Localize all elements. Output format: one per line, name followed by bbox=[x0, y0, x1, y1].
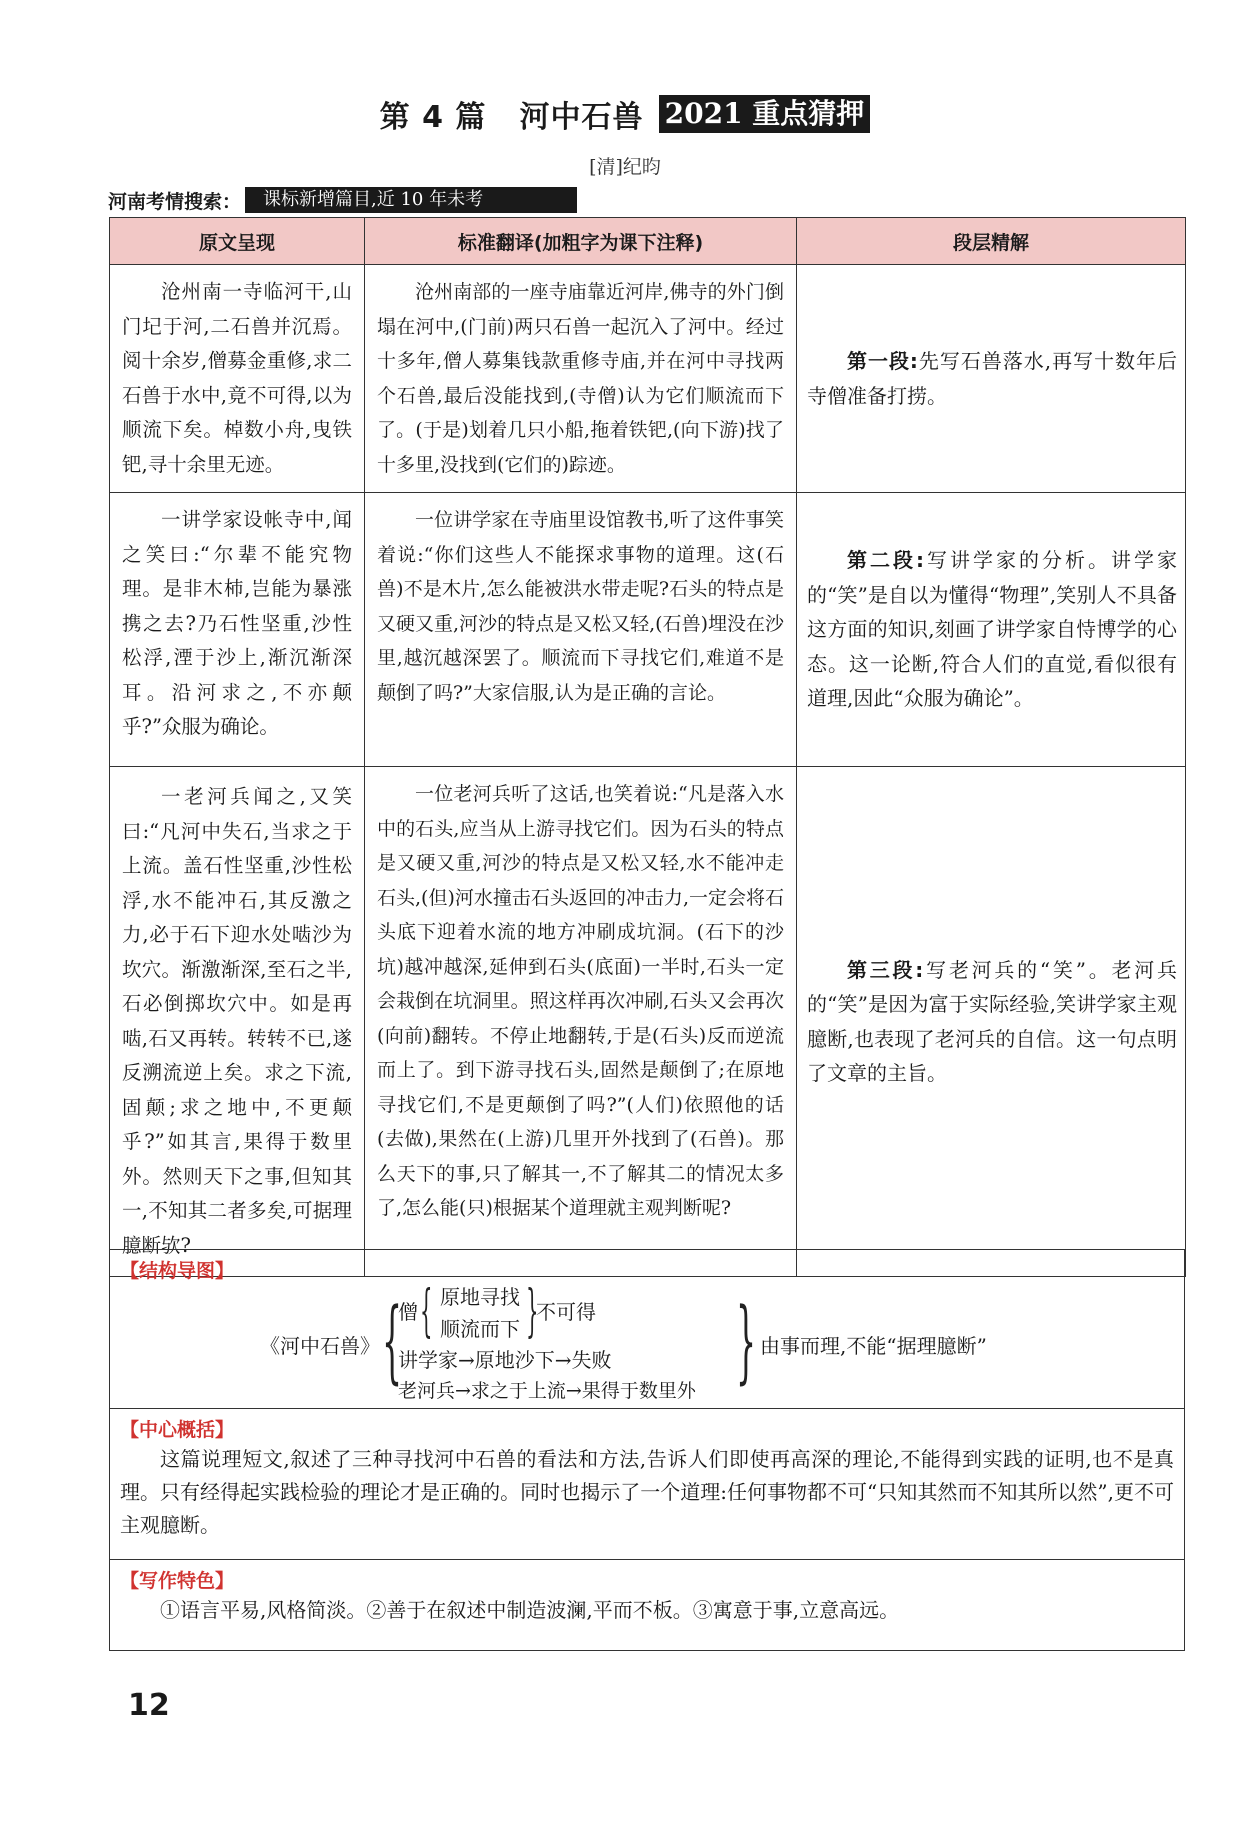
summary-sections bbox=[109, 1249, 1185, 1651]
translation-text-3: 一位老河兵听了这话,也笑着说:“凡是落入水中的石头,应当从上游寻找它们。因为石头的特点是又硬又重,河沙的特点是又松又轻,水不能冲走石头,(但)河水撞击石头返回的冲击力,一定会将石头底下迎着水流的地方冲刷成坑洞。(石下的沙坑)越冲越深,延伸到石头(底面)一半时,石头一定会栽倒在坑洞里。照这样再次冲刷,石头又会再次(向前)翻转。不停止地翻转,于是(石头)反而逆流而上了。到下游寻找石头,固然是颠倒了;在原地寻找它们,不是更颠倒了吗?”(人们)依照他的话(去做),果然在(上游)几里开外找到了(石兽)。那么天下的事,只了解其一,不了解其二的情况太多了,怎么能(只)根据某个道理就主观判断呢? bbox=[377, 783, 784, 1219]
structure-section bbox=[110, 1249, 1184, 1408]
structure-soldier: 老河兵→求之于上流→果得于数里外 bbox=[398, 1380, 696, 1402]
summary-text: 这篇说理短文,叙述了三种寻找河中石兽的看法和方法,告诉人们即使再高深的理论,不能得到实践的证明,也不是真理。只有经得起实践检验的理论才是正确的。同时也揭示了一个道理:任何事物都不可“只知其然而不知其所以然”,更不可主观臆断。 bbox=[120, 1447, 1174, 1537]
analysis-text-3: 第三段:写老河兵的“笑”。老河兵的“笑”是因为富于实际经验,笑讲学家主观臆断,也表现了老河兵的自信。这一句点明了文章的主旨。 bbox=[807, 957, 1177, 1085]
translation-table bbox=[109, 217, 1186, 1277]
structure-root: 《河中石兽》 bbox=[260, 1334, 380, 1358]
left-brace-icon: { bbox=[382, 1289, 403, 1394]
article-title: 河中石兽 bbox=[519, 100, 644, 135]
analysis-label-3: 第三段: bbox=[847, 957, 924, 982]
structure-monk-result: 不可得 bbox=[536, 1300, 596, 1324]
summary-section bbox=[110, 1408, 1184, 1559]
table-row bbox=[110, 265, 1186, 493]
analysis-text-1: 第一段:先写石兽落水,再写十数年后寺僧准备打捞。 bbox=[807, 349, 1178, 408]
exam-info-tag: 课标新增篇目,近 10 年未考 bbox=[245, 187, 577, 213]
analysis-label-1: 第一段: bbox=[847, 349, 918, 373]
table-row bbox=[110, 493, 1186, 767]
monk-close-brace-icon: } bbox=[526, 1279, 539, 1344]
chapter-number: 第 4 篇 bbox=[379, 100, 487, 135]
page-title bbox=[0, 92, 1250, 136]
structure-conclusion: 由事而理,不能“据理臆断” bbox=[760, 1334, 987, 1358]
original-text-2: 一讲学家设帐寺中,闻之笑曰:“尔辈不能究物理。是非木杮,岂能为暴涨携之去?乃石性坚重,沙性松浮,湮于沙上,渐沉渐深耳。沿河求之,不亦颠乎?”众服为确论。 bbox=[122, 508, 352, 738]
header-translation: 标准翻译(加粗字为课下注释) bbox=[365, 218, 797, 265]
original-text-3: 一老河兵闻之,又笑曰:“凡河中失石,当求之于上流。盖石性坚重,沙性松浮,水不能冲石,其反激之力,必于石下迎水处啮沙为坎穴。渐激渐深,至石之半,石必倒掷坎穴中。如是再啮,石又再转。转转不已,遂反溯流逆上矣。求之下流,固颠;求之地中,不更颠乎?”如其言,果得于数里外。然则天下之事,但知其一,不知其二者多矣,可据理臆断欤? bbox=[122, 785, 352, 1257]
right-brace-icon: } bbox=[736, 1289, 757, 1394]
page-number: 12 bbox=[128, 1688, 170, 1723]
features-heading: 【写作特色】 bbox=[120, 1570, 235, 1592]
analysis-text-2: 第二段:写讲学家的分析。讲学家的“笑”是自以为懂得“物理”,笑别人不具备这方面的知识,刻画了讲学家自恃博学的心态。这一论断,符合人们的直觉,看似很有道理,因此“众服为确论”。 bbox=[807, 548, 1177, 711]
header-original: 原文呈现 bbox=[110, 218, 365, 265]
translation-text-2: 一位讲学家在寺庙里设馆教书,听了这件事笑着说:“你们这些人不能探求事物的道理。这(石兽)不是木片,怎么能被洪水带走呢?石头的特点是又硬又重,河沙的特点是又松又轻,(石兽)埋没在沙里,越沉越深罢了。顺流而下寻找它们,难道不是颠倒了吗?”大家信服,认为是正确的言论。 bbox=[377, 509, 784, 704]
features-section bbox=[110, 1559, 1184, 1650]
translation-text-1: 沧州南部的一座寺庙靠近河岸,佛寺的外门倒塌在河中,(门前)两只石兽一起沉入了河中。经过十多年,僧人募集钱款重修寺庙,并在河中寻找两个石兽,最后没能找到,(寺僧)认为它们顺流而下了。(于是)划着几只小船,拖着铁钯,(向下游)找了十多里,没找到(它们的)踪迹。 bbox=[377, 281, 784, 476]
structure-monk-a: 原地寻找 bbox=[440, 1285, 520, 1309]
structure-monk: 僧 bbox=[398, 1300, 418, 1324]
features-text: ①语言平易,风格简淡。②善于在叙述中制造波澜,平而不板。③寓意于事,立意高远。 bbox=[160, 1598, 900, 1622]
summary-heading: 【中心概括】 bbox=[120, 1419, 235, 1441]
header-analysis: 段层精解 bbox=[797, 218, 1186, 265]
analysis-label-2: 第二段: bbox=[847, 548, 924, 573]
prediction-tag: 2021 重点猜押 bbox=[659, 95, 871, 133]
table-row bbox=[110, 767, 1186, 1277]
author: [清]纪昀 bbox=[589, 156, 661, 178]
structure-heading: 【结构导图】 bbox=[120, 1260, 235, 1282]
structure-monk-b: 顺流而下 bbox=[440, 1317, 520, 1341]
structure-scholar: 讲学家→原地沙下→失败 bbox=[398, 1348, 612, 1372]
original-text-1: 沧州南一寺临河干,山门圮于河,二石兽并沉焉。阅十余岁,僧募金重修,求二石兽于水中,竟不可得,以为顺流下矣。棹数小舟,曳铁钯,寻十余里无迹。 bbox=[122, 280, 352, 476]
table-header-row bbox=[110, 218, 1186, 265]
monk-brace-icon: { bbox=[420, 1279, 433, 1344]
exam-info-row bbox=[108, 186, 577, 214]
exam-info-label: 河南考情搜索： bbox=[108, 190, 242, 213]
